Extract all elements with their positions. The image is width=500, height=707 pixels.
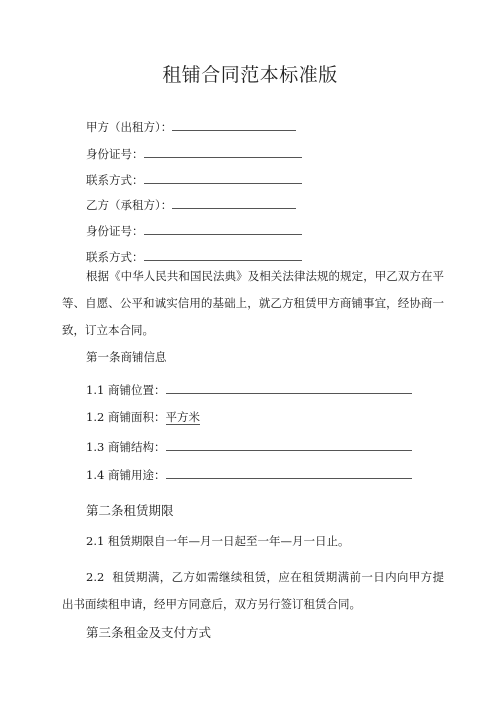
party-a-contact-label: 联系方式： [86,173,144,187]
intro-paragraph: 根据《中华人民共和国民法典》及相关法律法规的规定，甲乙双方在平等、自愿、公平和诚实信用的基础上，就乙方租赁甲方商铺事宜，经协商一致，订立本合同。 [62,269,444,337]
party-a-id-label: 身份证号： [86,147,144,161]
party-b-contact-blank [144,248,302,261]
party-b-id-line [86,222,302,238]
article1-item-3: 1.3 商铺结构： [86,438,412,454]
party-a-blank [172,118,296,131]
article1-item-4: 1.4 商铺用途： [86,466,412,482]
shop-structure-blank [166,438,412,451]
article1-item-2: 1.2 商铺面积：平方米 [86,410,200,424]
party-b-contact-line [86,248,302,264]
party-b-line [86,196,296,212]
party-b-label: 乙方（承租方）： [86,198,173,212]
article2-heading: 第二条租赁期限 [86,503,174,518]
party-a-id-blank [144,145,302,158]
party-a-contact-line [86,171,302,187]
party-b-contact-label: 联系方式： [86,250,144,264]
shop-usage-blank [166,466,412,479]
document-title: 租铺合同范本标准版 [162,64,338,86]
article2-item-1: 2.1 租赁期限自一年—月一日起至一年—月一日止。 [86,534,350,548]
article2-item-2: 2.2 租赁期满，乙方如需继续租赁，应在租赁期满前一日内向甲方提出书面续租申请，经甲方同意后，双方另行签订租赁合同。 [62,570,444,611]
party-b-blank [172,196,296,209]
party-a-id-line [86,145,302,161]
article1-heading: 第一条商铺信息 [86,350,167,364]
party-a-line [86,118,296,134]
party-b-id-blank [144,222,302,235]
party-a-contact-blank [144,171,302,184]
area-unit: 平方米 [165,410,200,424]
article3-heading: 第三条租金及支付方式 [86,625,212,640]
shop-location-blank [166,381,412,394]
party-b-id-label: 身份证号： [86,224,144,238]
article1-item-1: 1.1 商铺位置： [86,381,412,397]
party-a-label: 甲方（出租方）： [86,120,173,134]
